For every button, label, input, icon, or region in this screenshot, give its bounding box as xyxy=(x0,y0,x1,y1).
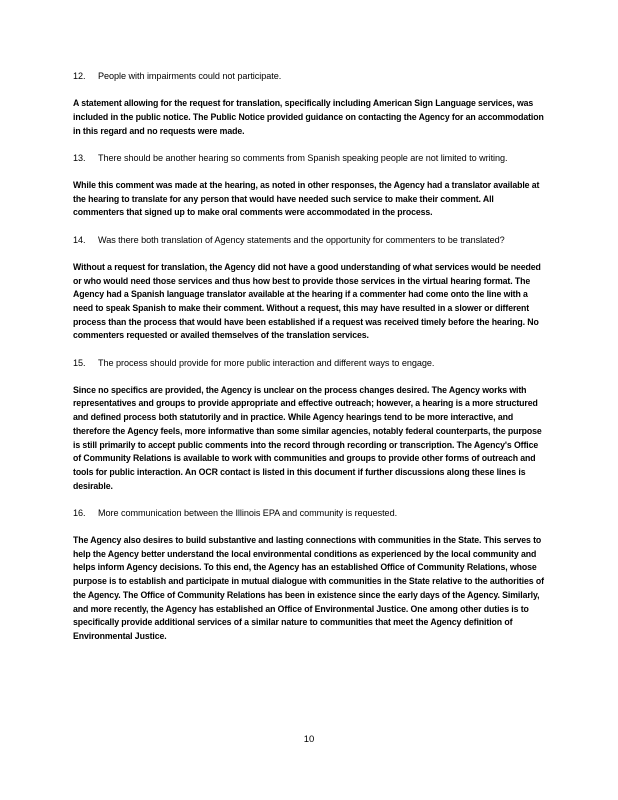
question-number: 16. xyxy=(73,507,86,518)
question-text: There should be another hearing so comments from Spanish speaking people are not limited to writing. xyxy=(98,152,508,163)
question-14 xyxy=(73,234,545,248)
question-number: 12. xyxy=(73,71,86,81)
question-text: Was there both translation of Agency statements and the opportunity for commenters to be translated? xyxy=(98,234,505,245)
page-content xyxy=(73,70,545,657)
answer-16: The Agency also desires to build substantive and lasting connections with communities in the State. This serves to help the Agency better understand the local environmental conditions as experienced by the local community and helps inform Agency decisions. To this end, the Agency has an established Office of Community Relations, whose purpose is to establish and participate in mutual dialogue with communities in the State relative to the authorities of the Agency. The Office of Community Relations has been in existence since the early days of the Agency. Similarly, and more recently, the Agency has established an Office of Environmental Justice. One among other duties is to specifically provide additional services of a similar nature to communities that meet the Agency definition of Environmental Justice. xyxy=(73,535,544,641)
question-13 xyxy=(73,152,545,166)
question-number: 15. xyxy=(73,357,86,368)
question-16 xyxy=(73,507,545,521)
answer-13: While this comment was made at the hearing, as noted in other responses, the Agency had a translator available at the hearing to translate for any person that would have needed such service to make their comment. All commenters that signed up to make oral comments were accommodated in the process. xyxy=(73,180,540,218)
question-number: 14. xyxy=(73,234,86,245)
question-text: More communication between the Illinois EPA and community is requested. xyxy=(98,507,398,518)
answer-12: A statement allowing for the request for translation, specifically including American Sign Language services, was included in the public notice. The Public Notice provided guidance on contacting the Agency for an accommodation in this regard and no requests were made. xyxy=(73,98,544,136)
question-15 xyxy=(73,357,545,371)
question-text: The process should provide for more public interaction and different ways to engage. xyxy=(98,357,435,368)
answer-15: Since no specifics are provided, the Agency is unclear on the process changes desired. The Agency works with representatives and groups to provide appropriate and effective outreach; however, a hearing is a more structured and defined process both statutorily and in practice. While Agency hearings tend to be more interactive, and therefore the Agency feels, more informative than some similar agencies, notably federal counterparts, the purpose is still primarily to accept public comments into the record through recording or transcription. The Agency's Office of Community Relations is available to work with communities and groups to provide other forms of outreach and tools for public interaction. An OCR contact is listed in this document if further discussions along these lines is desirable. xyxy=(73,384,542,491)
question-number: 13. xyxy=(73,152,86,163)
question-text: People with impairments could not participate. xyxy=(98,71,282,81)
question-12 xyxy=(73,70,545,84)
page-number: 10 xyxy=(303,734,315,745)
answer-14: Without a request for translation, the Agency did not have a good understanding of what services would be needed or who would need those services and thus how best to provide those services in the virtual hearing format. The Agency had a Spanish language translator available at the hearing if a commenter had come onto the line with a need to speak Spanish to make their comment. Without a request, this may have resulted in a slower or different process than the process that would have been established if a request was received timely before the hearing. No commenters requested or availed themselves of the translation services. xyxy=(73,261,541,341)
